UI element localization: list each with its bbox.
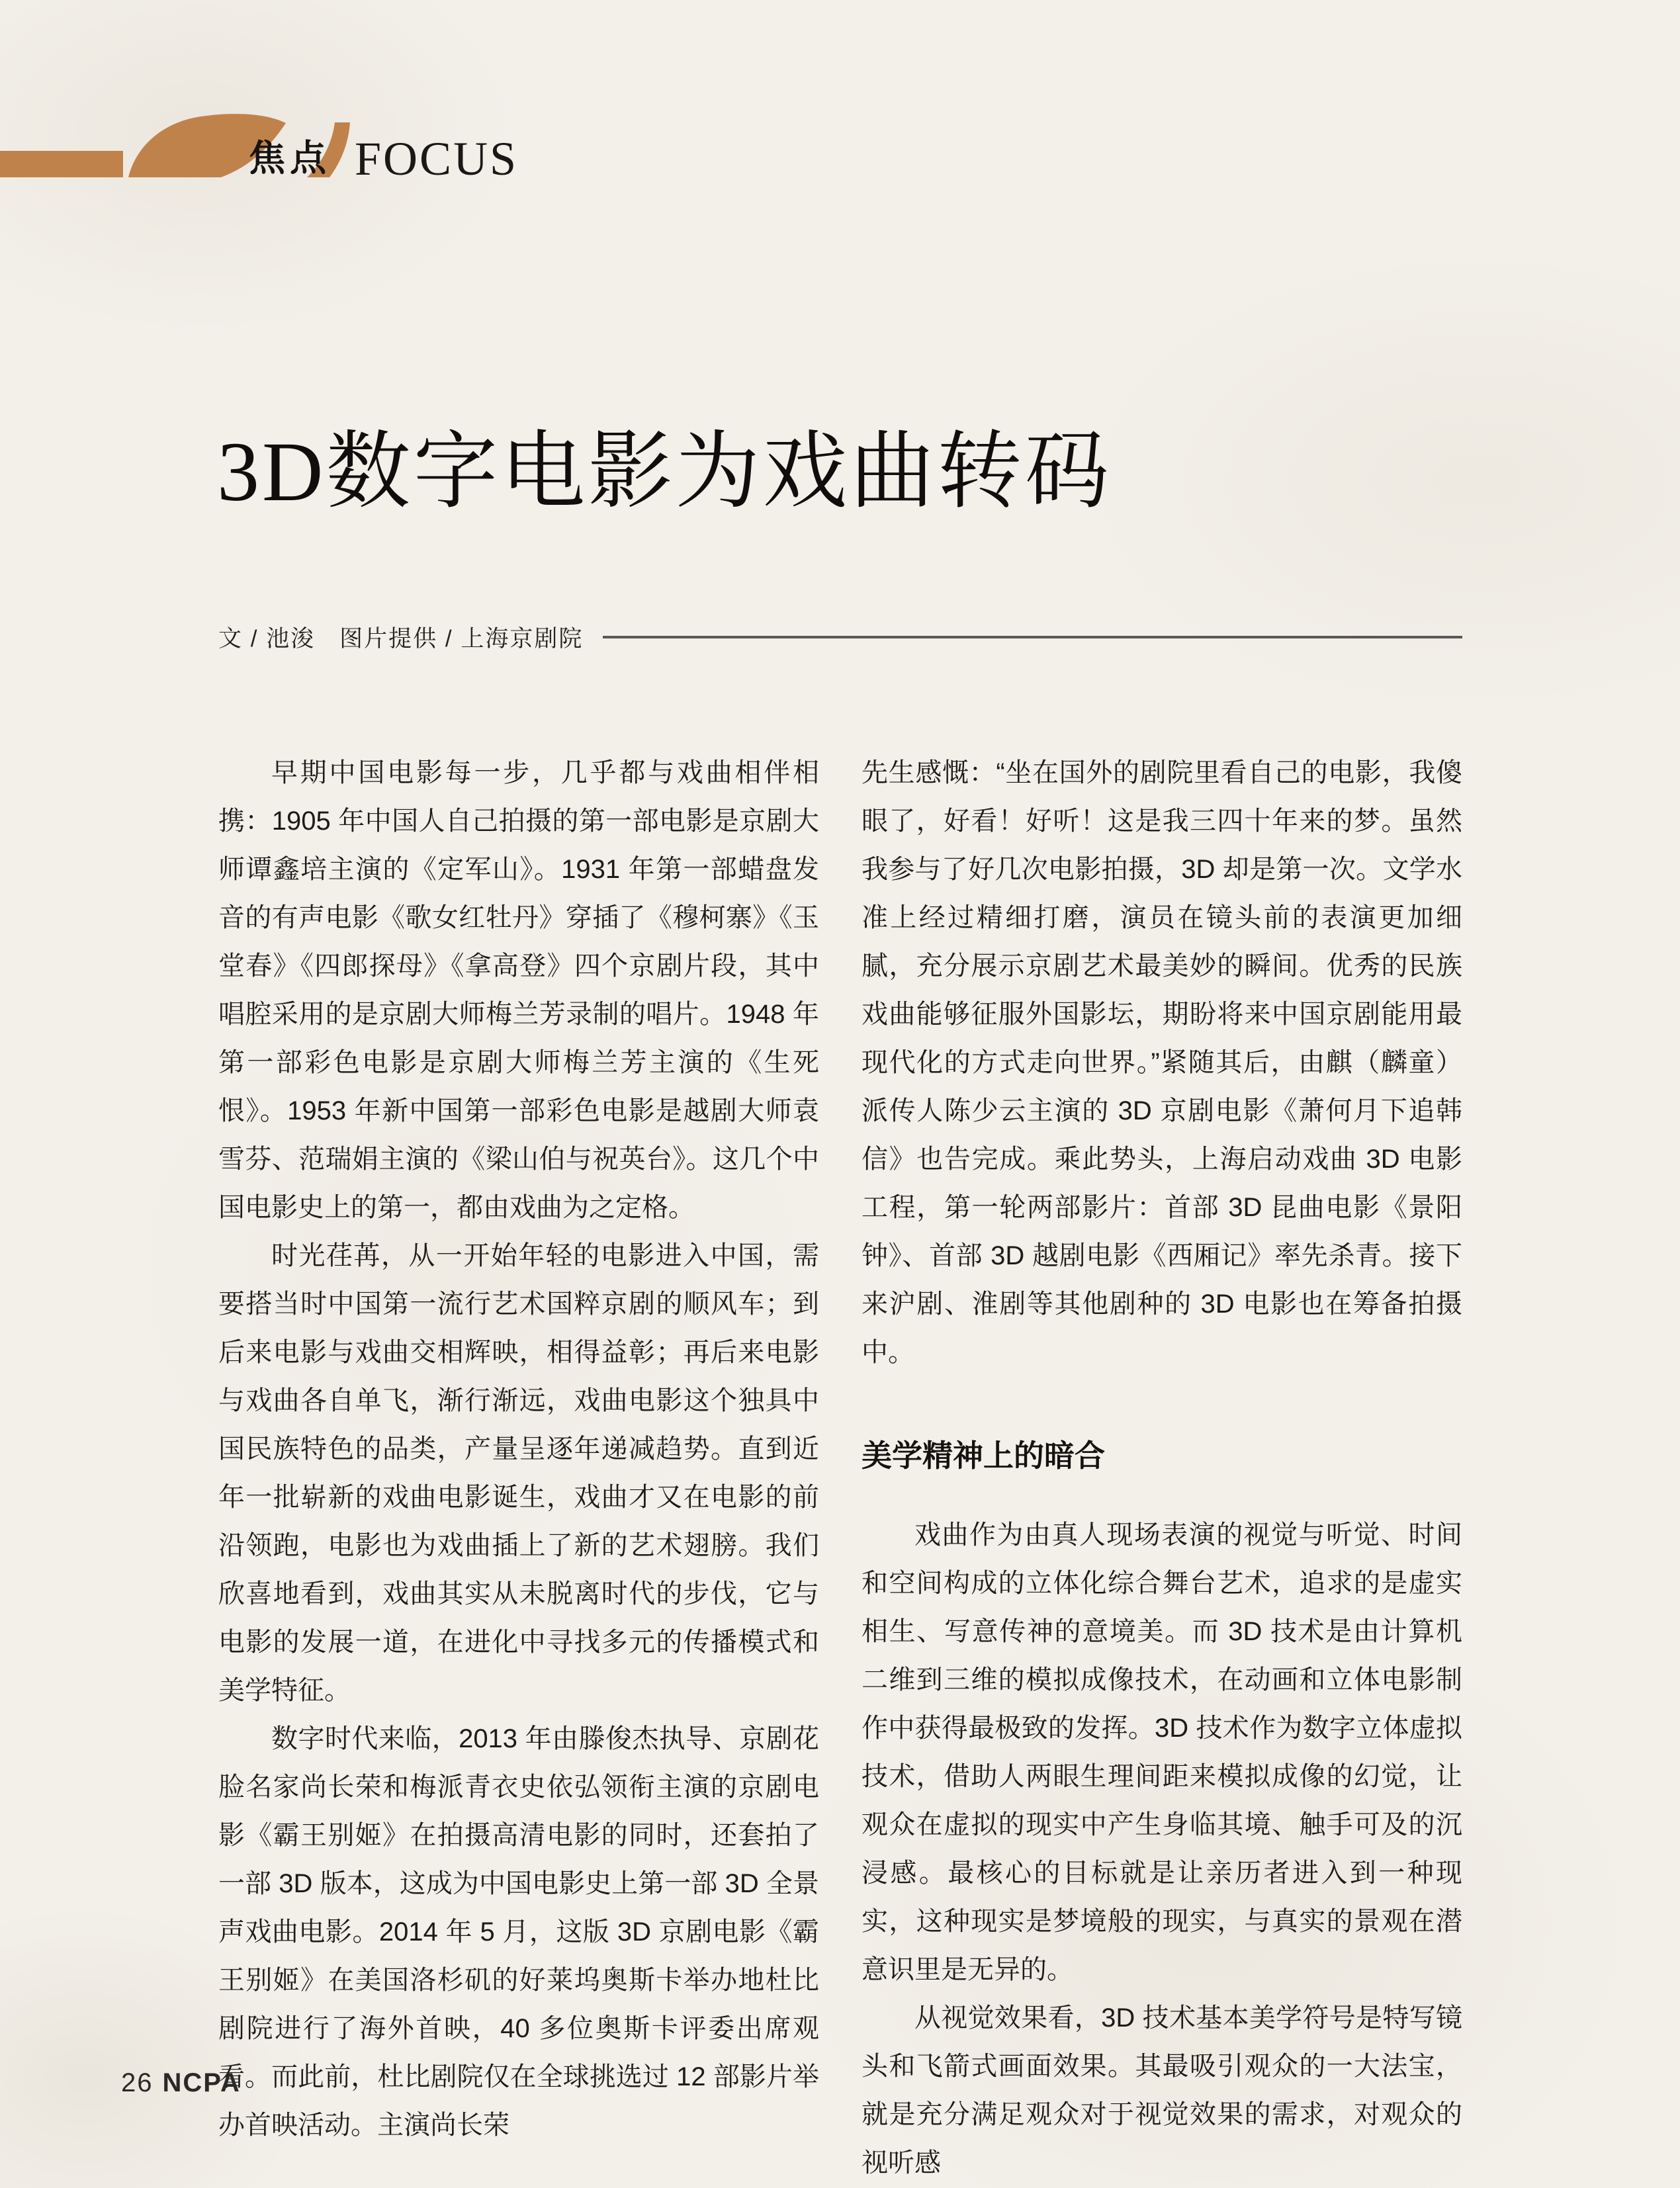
- header-bar-decoration: [0, 151, 123, 177]
- paragraph: 戏曲作为由真人现场表演的视觉与听觉、时间和空间构成的立体化综合舞台艺术，追求的是虚实相生、写意传神的意境美。而 3D 技术是由计算机二维到三维的模拟成像技术，在动画和立体电影制作中获得最极致的发挥。3D 技术作为数字立体虚拟技术，借助人两眼生理间距来模拟成像的幻觉，让观众在虚拟的现实中产生身临其境、触手可及的沉浸感。最核心的目标就是让亲历者进入到一种现实，这种现实是梦境般的现实，与真实的景观在潜意识里是无异的。: [862, 1520, 1462, 1984]
- paragraph: 先生感慨：“坐在国外的剧院里看自己的电影，我傻眼了，好看！好听！这是我三四十年来的梦。虽然我参与了好几次电影拍摄，3D 却是第一次。文学水准上经过精细打磨，演员在镜头前的表演更加细腻，充分展示京剧艺术最美妙的瞬间。优秀的民族戏曲能够征服外国影坛，期盼将来中国京剧能用最现代化的方式走向世界。”紧随其后，由麒（麟童）派传人陈少云主演的 3D 京剧电影《萧何月下追韩信》也告完成。乘此势头，上海启动戏曲 3D 电影工程，第一轮两部影片：首部 3D 昆曲电影《景阳钟》、首部 3D 越剧电影《西厢记》率先杀青。接下来沪剧、淮剧等其他剧种的 3D 电影也在筹备拍摄中。: [862, 758, 1462, 1367]
- brand-label: NCPA: [162, 2068, 241, 2097]
- right-column: [862, 749, 1462, 2187]
- page-footer: [121, 2068, 241, 2098]
- paragraph: 早期中国电影每一步，几乎都与戏曲相伴相携：1905 年中国人自己拍摄的第一部电影是京剧大师谭鑫培主演的《定军山》。1931 年第一部蜡盘发音的有声电影《歌女红牡丹》穿插了《穆柯寨》《玉堂春》《四郎探母》《拿高登》四个京剧片段，其中唱腔采用的是京剧大师梅兰芳录制的唱片。1948 年第一部彩色电影是京剧大师梅兰芳主演的《生死恨》。1953 年新中国第一部彩色电影是越剧大师袁雪芬、范瑞娟主演的《梁山伯与祝英台》。这几个中国电影史上的第一，都由戏曲为之定格。: [218, 758, 819, 1222]
- byline-text: 文 / 池浚 图片提供 / 上海京剧院: [218, 626, 584, 652]
- subheading: 美学精神上的暗合: [862, 1438, 1105, 1473]
- byline: [218, 621, 1462, 654]
- section-label-en: FOCUS: [355, 132, 519, 185]
- paragraph: 时光荏苒，从一开始年轻的电影进入中国，需要搭当时中国第一流行艺术国粹京剧的顺风车；到后来电影与戏曲交相辉映，相得益彰；再后来电影与戏曲各自单飞，渐行渐远，戏曲电影这个独具中国民族特色的品类，产量呈逐年递减趋势。直到近年一批崭新的戏曲电影诞生，戏曲才又在电影的前沿领跑，电影也为戏曲插上了新的艺术翅膀。我们欣喜地看到，戏曲其实从未脱离时代的步伐，它与电影的发展一道，在进化中寻找多元的传播模式和美学特征。: [218, 1241, 819, 1705]
- section-label-cn: 焦点: [249, 138, 332, 179]
- paragraph: 从视觉效果看，3D 技术基本美学符号是特写镜头和飞箭式画面效果。其最吸引观众的一大法宝，就是充分满足观众对于视觉效果的需求，对观众的视听感: [862, 2003, 1462, 2177]
- paragraph: 数字时代来临，2013 年由滕俊杰执导、京剧花脸名家尚长荣和梅派青衣史依弘领衔主演的京剧电影《霸王别姬》在拍摄高清电影的同时，还套拍了一部 3D 版本，这成为中国电影史上第一部 3D 全景声戏曲电影。2014 年 5 月，这版 3D 京剧电影《霸王别姬》在美国洛杉矶的好莱坞奥斯卡举办地杜比剧院进行了海外首映，40 多位奥斯卡评委出席观看。而此前，杜比剧院仅在全球挑选过 12 部影片举办首映活动。主演尚长荣: [218, 1724, 819, 2140]
- byline-rule-divider: [603, 636, 1462, 638]
- page-number: 26: [121, 2068, 154, 2097]
- page-title: 3D数字电影为戏曲转码: [217, 425, 1112, 519]
- left-column: [218, 749, 819, 2150]
